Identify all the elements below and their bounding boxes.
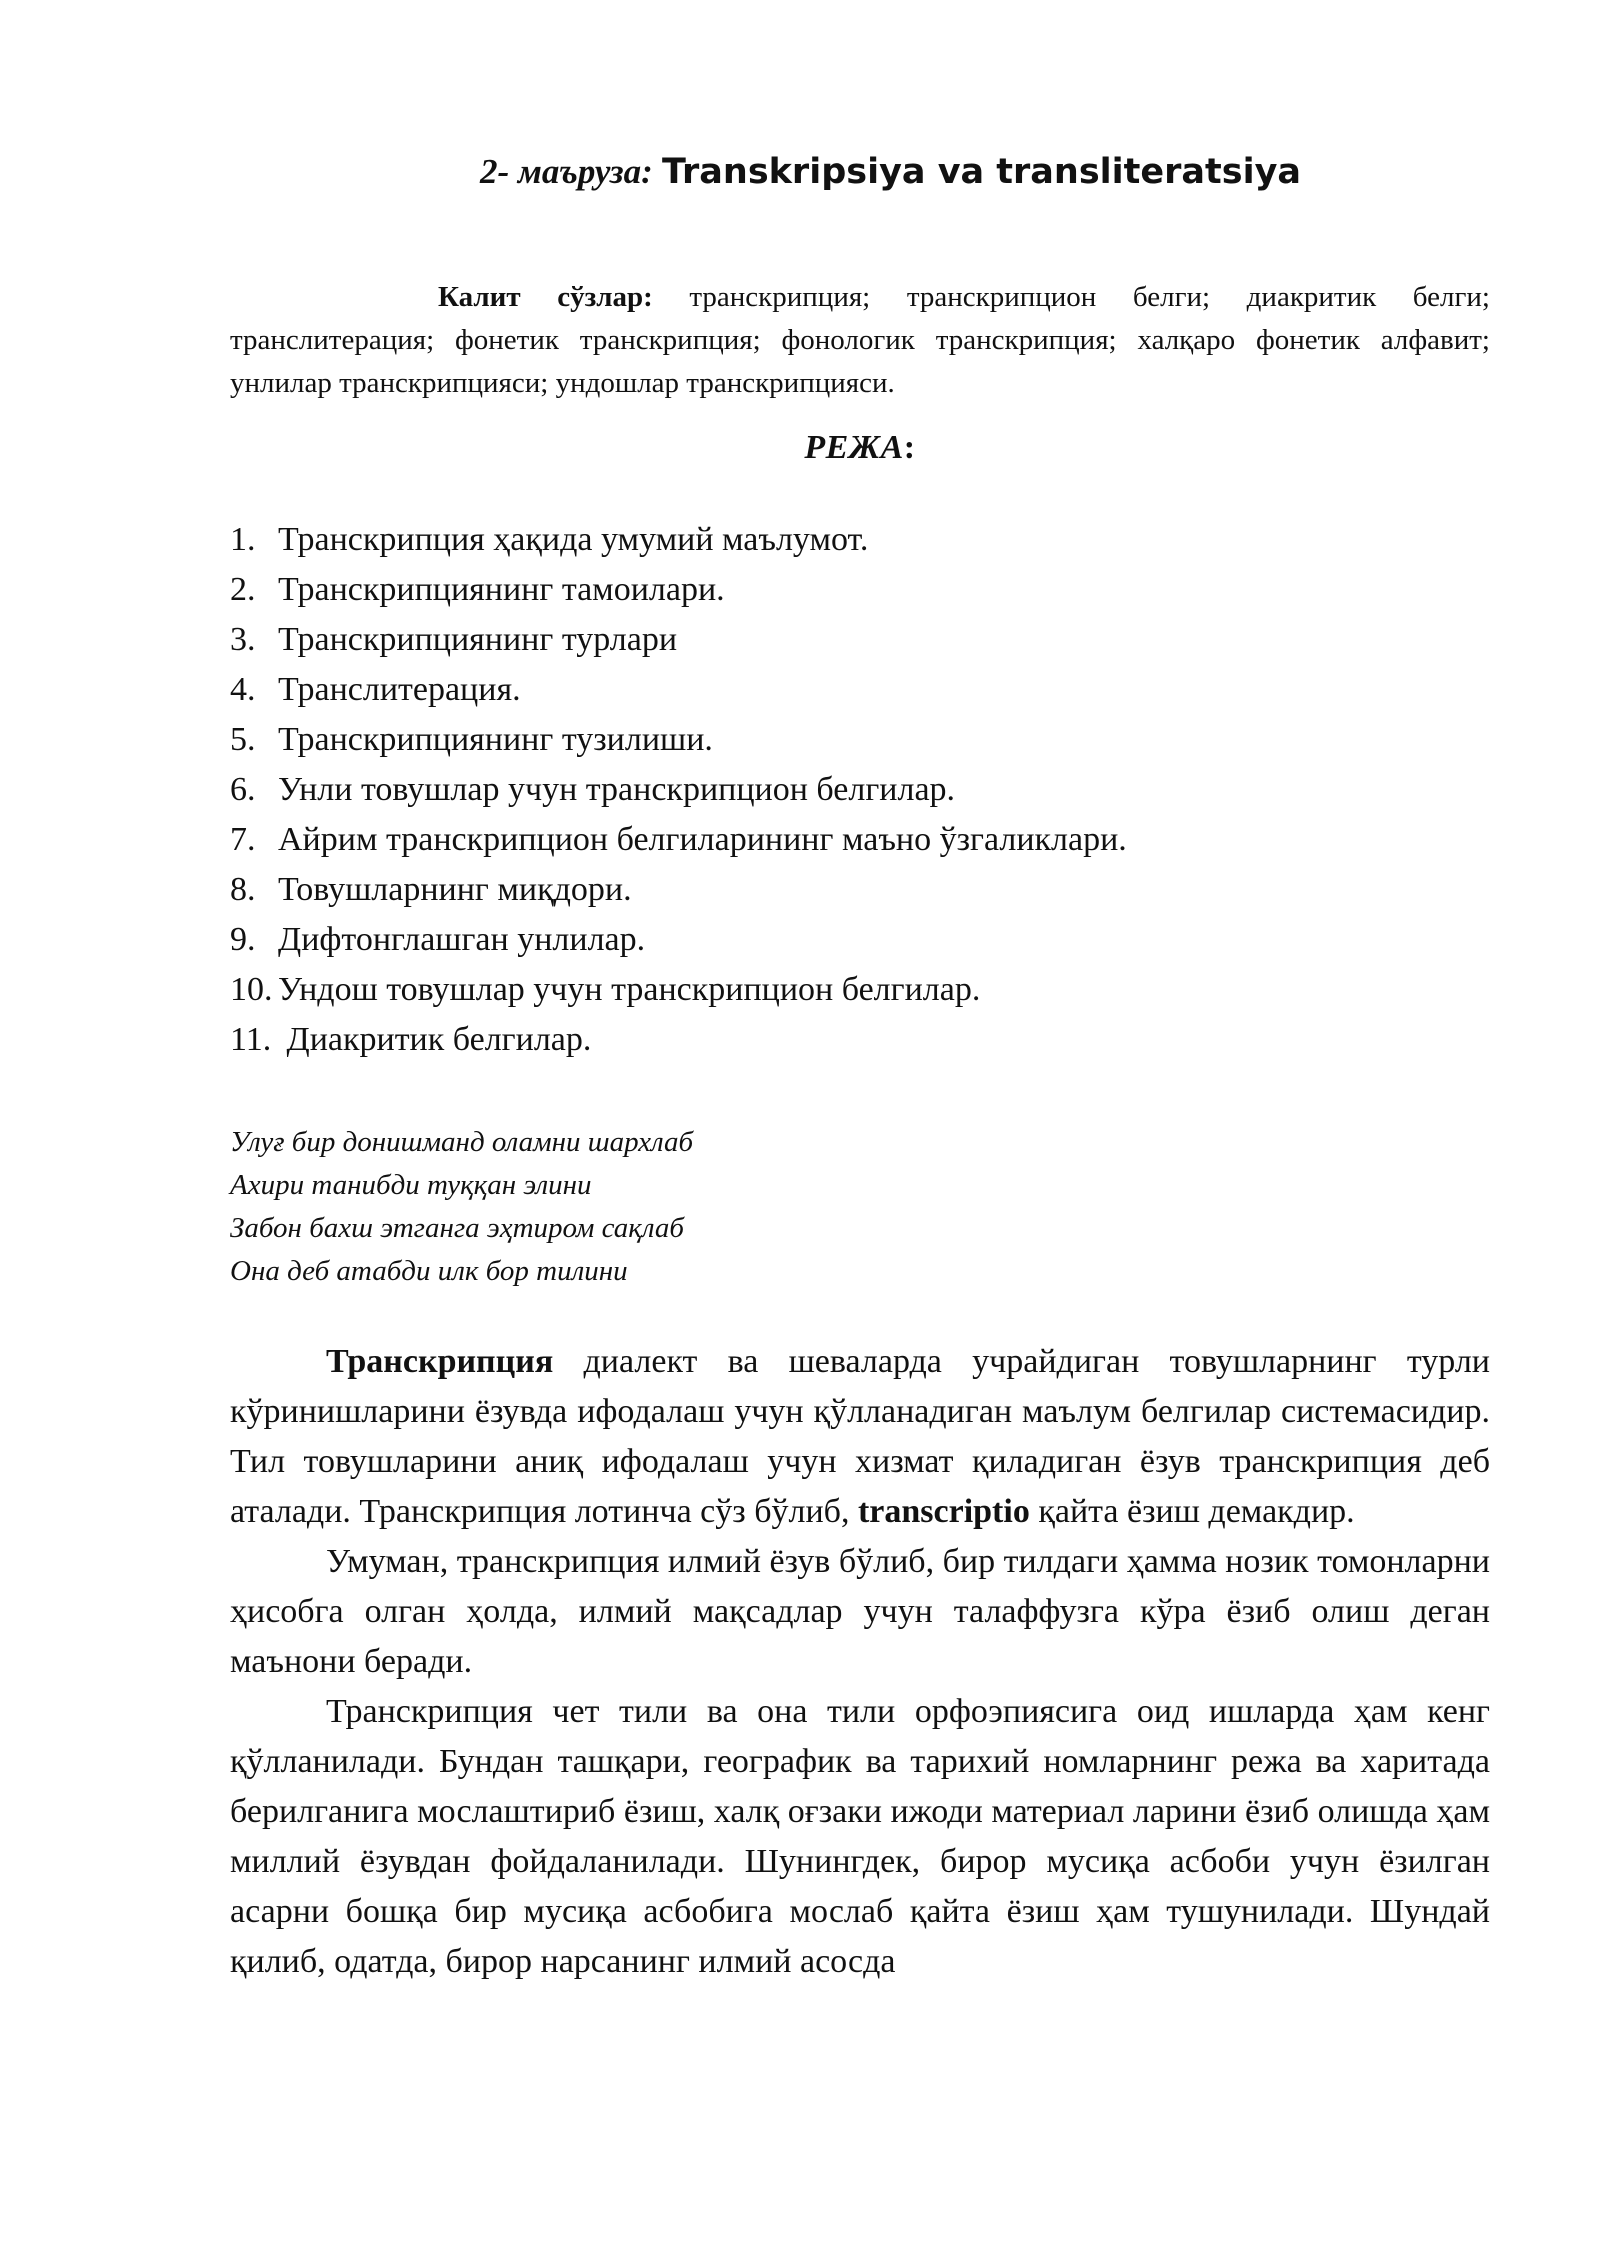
plan-item — [230, 915, 1490, 965]
plan-item-text: Унли товушлар учун транскрипцион белгилар. — [278, 771, 956, 809]
plan-item-number: 10. — [230, 971, 273, 1009]
paragraph-text: диалект ва шеваларда учрайдиган товушларнинг турли кўринишларини ёзувда ифодалаш учун қўлланадиган маълум белгилар системасидир. Тил товушларини аниқ ифодалаш учун хизмат қиладиган ёзув транскрипция деб аталади. Транскрипция лотинча сўз бўлиб, — [230, 1343, 1490, 1531]
latin-term: transcriptio — [857, 1493, 1030, 1531]
plan-item — [230, 565, 1490, 615]
plan-list — [230, 515, 1490, 1065]
plan-item-number: 8. — [230, 871, 256, 909]
keywords-paragraph — [230, 276, 1490, 405]
poem-line: Ахири танибди туққан элини — [230, 1169, 592, 1202]
plan-item — [230, 865, 1490, 915]
body-paragraph-3: Транскрипция чет тили ва она тили орфоэпиясига оид ишларда ҳам кенг қўлланилади. Бундан ташқари, географик ва тарихий номларнинг режа ва харитада берилганига мослаштириб ёзиш, халқ оғзаки ижоди материал ларини ёзиб олишда ҳам миллий ёзувдан фойдаланилади. Шунингдек, бирор мусиқа асбоби учун ёзилган асарни бошқа бир мусиқа асбобига мослаб қайта ёзиш ҳам тушунилади. Шундай қилиб, одатда, бирор нарсанинг илмий асосда — [230, 1693, 1490, 1981]
plan-item — [230, 765, 1490, 815]
paragraph-text: қайта ёзиш демакдир. — [1029, 1493, 1355, 1531]
plan-item-text: Транскрипциянинг турлари — [278, 621, 678, 659]
plan-item-text: Транскрипция ҳақида умумий маълумот. — [278, 521, 869, 559]
lecture-topic: Transkripsiya va transliteratsiya — [662, 152, 1302, 192]
plan-heading-text: РЕЖА — [804, 429, 904, 467]
plan-item-number: 1. — [230, 521, 256, 559]
plan-item-text: Дифтонглашган унлилар. — [278, 921, 646, 959]
plan-heading-colon: : — [903, 429, 916, 467]
plan-item-number: 9. — [230, 921, 256, 959]
plan-item-text: Диакритик белгилар. — [278, 1021, 592, 1059]
body-paragraph-1 — [230, 1337, 1490, 1537]
plan-item-text: Транскрипциянинг тамоилари. — [278, 571, 725, 609]
keywords-text: транскрипция; транскрипцион белги; диакритик белги; транслитерация; фонетик транскрипция; фонологик транскрипция; халқаро фонетик алфавит; унлилар транскрипцияси; ундошлар транскрипцияси. — [230, 281, 1490, 400]
plan-item-number: 6. — [230, 771, 256, 809]
plan-item-number: 4. — [230, 671, 256, 709]
lecture-number: 2- маъруза: — [480, 152, 653, 191]
plan-item — [230, 815, 1490, 865]
plan-heading — [230, 429, 1490, 467]
plan-item — [230, 665, 1490, 715]
lecture-title — [230, 150, 1490, 194]
plan-item-number: 2. — [230, 571, 256, 609]
plan-item-number: 5. — [230, 721, 256, 759]
plan-item — [230, 1015, 1490, 1065]
poem-line: Улуғ бир донишманд оламни шархлаб — [230, 1126, 694, 1159]
plan-item-text: Транскрипциянинг тузилиши. — [278, 721, 713, 759]
plan-item-text: Транслитерация. — [278, 671, 521, 709]
plan-item — [230, 515, 1490, 565]
plan-item — [230, 615, 1490, 665]
keywords-label: Калит сўзлар: — [438, 281, 653, 314]
plan-item-text: Товушларнинг миқдори. — [278, 871, 632, 909]
poem-line: Забон бахш этганга эҳтиром сақлаб — [230, 1212, 684, 1245]
poem-line: Она деб атабди илк бор тилини — [230, 1255, 628, 1288]
plan-item-text: Айрим транскрипцион белгиларининг маъно ўзгаликлари. — [278, 821, 1127, 859]
plan-item-number: 11. — [230, 1021, 272, 1059]
plan-item — [230, 715, 1490, 765]
plan-item-number: 3. — [230, 621, 256, 659]
plan-item — [230, 965, 1490, 1015]
epigraph-poem — [230, 1121, 1490, 1293]
term-transcription: Транскрипция — [326, 1343, 554, 1381]
plan-item-number: 7. — [230, 821, 256, 859]
plan-item-text: Ундош товушлар учун транскрипцион белгилар. — [278, 971, 981, 1009]
body-paragraph-2: Умуман, транскрипция илмий ёзув бўлиб, бир тилдаги ҳамма нозик томонларни ҳисобга олган ҳолда, илмий мақсадлар учун талаффузга кўра ёзиб олиш деган маънони беради. — [230, 1543, 1490, 1681]
